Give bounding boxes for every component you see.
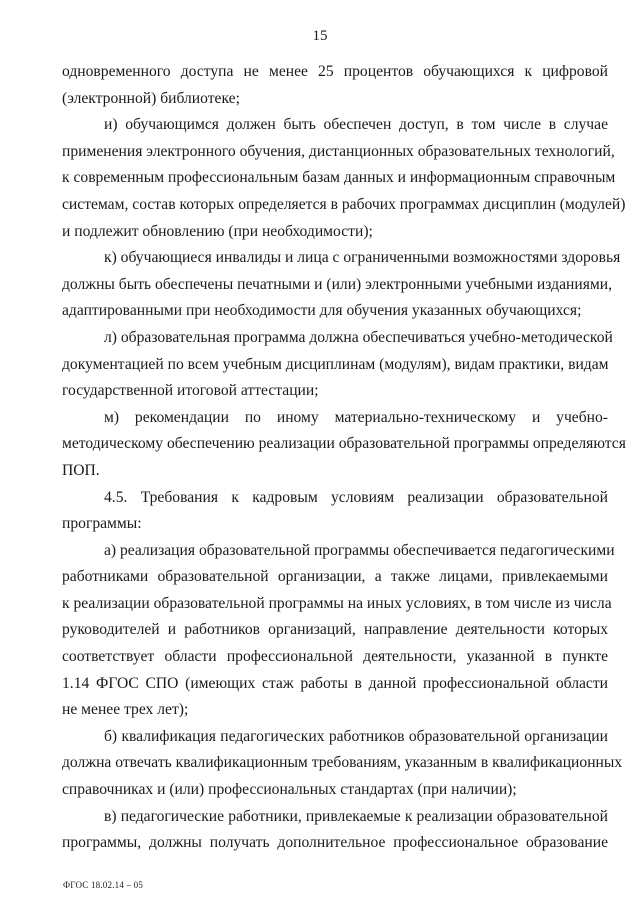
text-line: б) квалификация педагогических работников образовательной организации [104, 727, 608, 745]
text-line: системам, состав которых определяется в рабочих программах дисциплин (модулей) [62, 195, 626, 213]
text-line: должна отвечать квалификационным требованиям, указанным в квалификационных [62, 754, 623, 772]
text-line: программы, должны получать дополнительное профессиональное образование [62, 834, 608, 852]
text-line: к современным профессиональным базам данных и информационным справочным [62, 169, 616, 187]
document-body [62, 59, 626, 857]
text-line: программы: [62, 515, 142, 533]
text-line: адаптированными при необходимости для обучения указанных обучающихся; [62, 302, 582, 320]
text-line: документацией по всем учебным дисциплинам (модулям), видам практики, видам [62, 355, 609, 373]
text-line: и) обучающимся должен быть обеспечен доступ, в том числе в случае [104, 116, 608, 134]
text-line: к реализации образовательной программы на иных условиях, в том числе из числа [62, 594, 612, 612]
text-line: и подлежит обновлению (при необходимости); [62, 222, 373, 240]
text-line: государственной итоговой аттестации; [62, 382, 319, 400]
text-line: должны быть обеспечены печатными и (или) электронными учебными изданиями, [62, 275, 612, 293]
text-line: (электронной) библиотеке; [62, 89, 240, 107]
text-line: работниками образовательной организации, а также лицами, привлекаемыми [62, 568, 608, 586]
text-line: одновременного доступа не менее 25 процентов обучающихся к цифровой [62, 63, 608, 80]
text-line: 4.5. Требования к кадровым условиям реализации образовательной [104, 488, 608, 506]
text-line: к) обучающиеся инвалиды и лица с ограниченными возможностями здоровья [104, 249, 621, 267]
text-line: не менее трех лет); [62, 701, 189, 719]
text-line: соответствует области профессиональной деятельности, указанной в пункте [62, 648, 608, 666]
page-number: 15 [312, 28, 328, 44]
text-line: л) образовательная программа должна обеспечиваться учебно-методической [104, 328, 613, 346]
text-line: в) педагогические работники, привлекаемые к реализации образовательной [104, 807, 608, 825]
text-line: а) реализация образовательной программы обеспечивается педагогическими [104, 541, 615, 559]
text-line: руководителей и работников организаций, направление деятельности которых [62, 621, 608, 639]
text-line: м) рекомендации по иному материально-техническому и учебно- [104, 408, 608, 426]
text-line: применения электронного обучения, дистанционных образовательных технологий, [62, 142, 615, 160]
document-footer-code: ФГОС 18.02.14 – 05 [63, 880, 144, 890]
text-line: методическому обеспечению реализации образовательной программы определяются [62, 435, 626, 453]
text-line: ПОП. [62, 461, 100, 479]
text-line: справочниках и (или) профессиональных стандартах (при наличии); [62, 781, 517, 799]
text-line: 1.14 ФГОС СПО (имеющих стаж работы в данной профессиональной области [62, 674, 608, 692]
